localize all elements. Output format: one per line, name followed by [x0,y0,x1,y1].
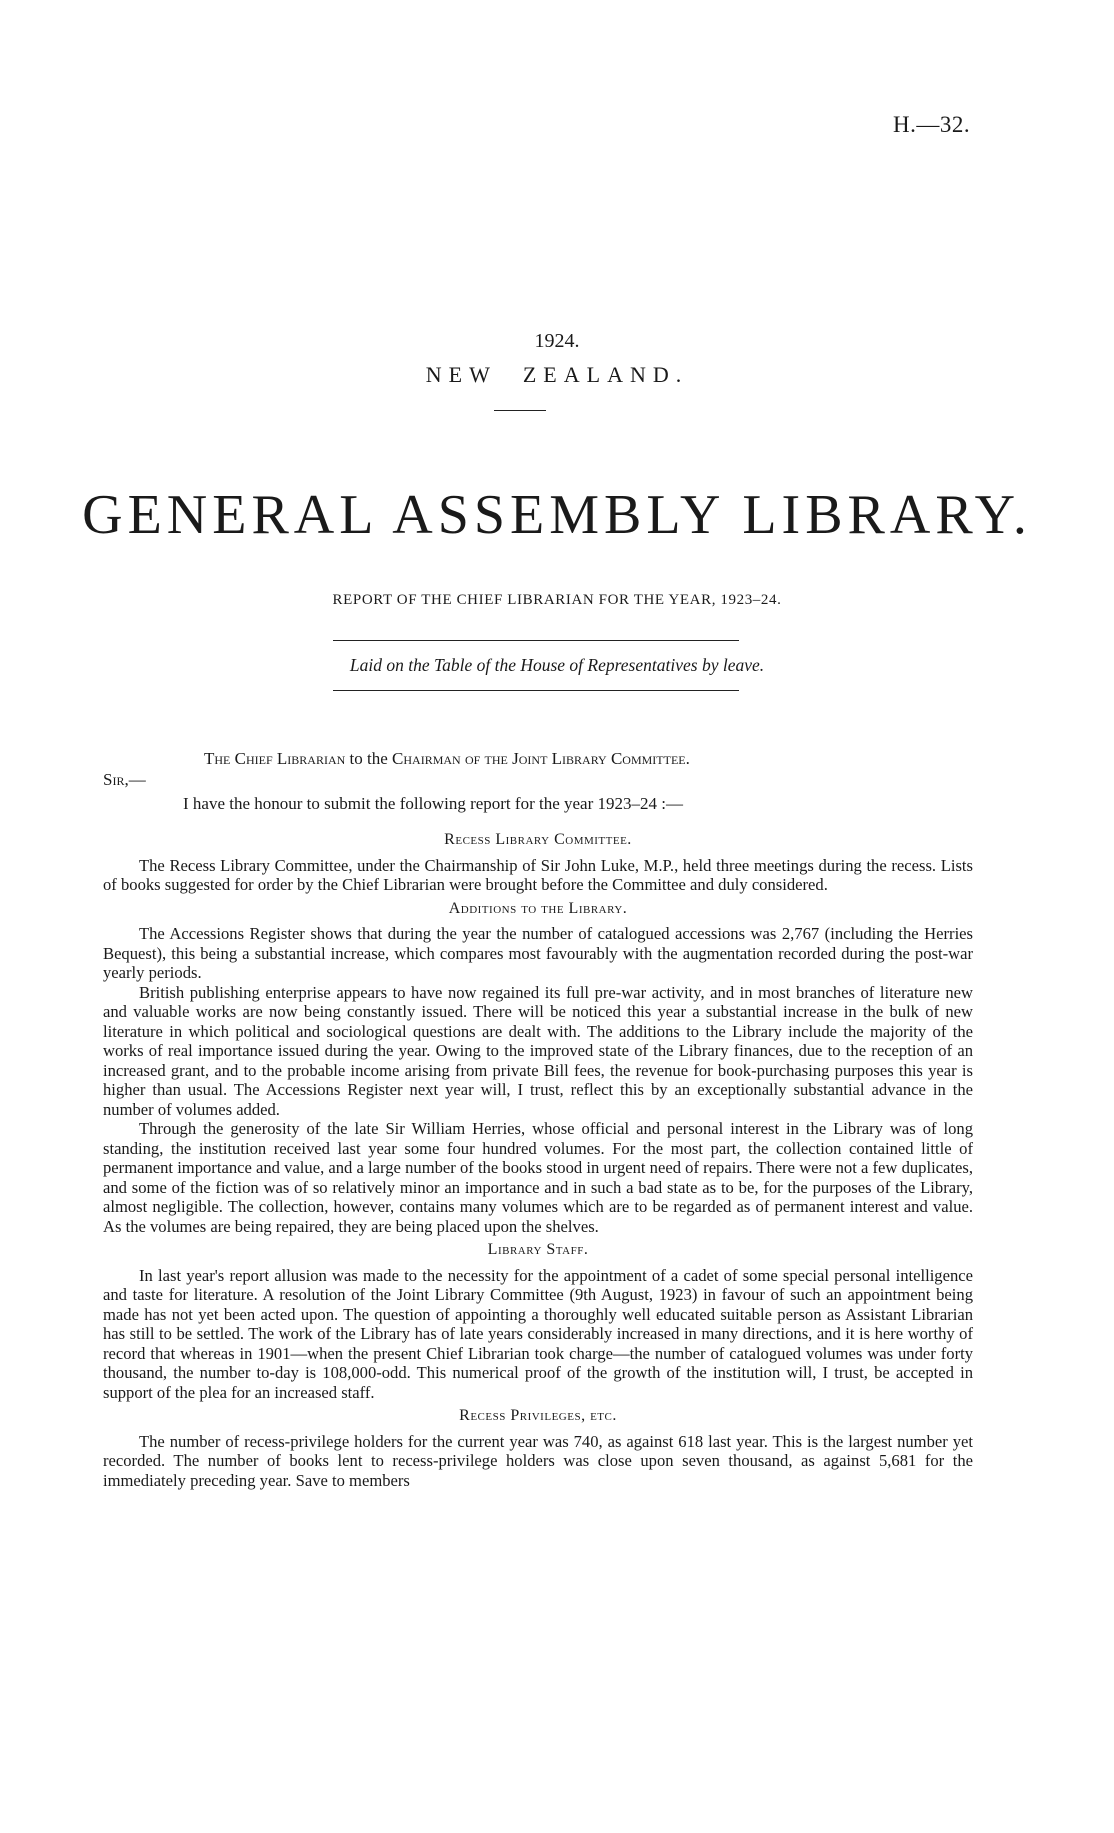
laid-on-table-note: Laid on the Table of the House of Representatives by leave. [349,655,765,675]
page-reference: H.—32. [893,112,971,137]
country-word-1: NEW [425,362,497,387]
short-rule [494,410,546,411]
divider-top [333,640,739,641]
paragraph: British publishing enterprise appears to have now regained its full pre-war activity, and in most branches of literature new and valuable works are now being constantly issued. There will be noticed this year a substantial increase in the bulk of new literature in which political and sociological questions are dealt with. The additions to the Library include the majority of the works of real importance issued during the year. Owing to the improved state of the Library finances, due to the reception of an increased grant, and to the probable income arising from private Bill fees, the revenue for book-purchasing purposes this year is higher than usual. The Accessions Register next year will, I trust, reflect this by an exceptionally substantial advance in the number of volumes added. [103,982,973,1119]
paragraph: The Recess Library Committee, under the Chairmanship of Sir John Luke, M.P., held three meetings during the recess. Lists of books suggested for order by the Chief Librarian were brought before the Committee and duly considered. [103,855,973,894]
paragraph: The number of recess-privilege holders for the current year was 740, as against 618 last year. This is the largest number yet recorded. The number of books lent to recess-privilege holders was close upon seven thousand, as against 5,681 for the immediately preceding year. Save to members [103,1431,973,1490]
letter-addressee [204,749,690,769]
recipient: Chairman of the Joint Library Committee. [392,749,690,768]
page-title: GENERAL ASSEMBLY LIBRARY. [82,484,1032,546]
paragraph: Through the generosity of the late Sir William Herries, whose official and personal interest in the Library was of long standing, the institution received last year some four hundred volumes. For the most part, the collection contained little of permanent importance and value, and a large number of the books stood in urgent need of repairs. There were not a few duplicates, and some of the fiction was of so relatively minor an importance and in such a bad state as to be, for the purposes of the Library, almost negligible. The collection, however, contains many volumes which are to be regarded as of permanent interest and value. As the volumes are being repaired, they are being placed upon the shelves. [103,1119,973,1236]
to-word: to the [349,749,388,768]
paragraph: The Accessions Register shows that during the year the number of catalogued accessions was 2,767 (including the Herries Bequest), this being a substantial increase, which compares most favourably with the augmentation recorded during the post-war yearly periods. [103,924,973,982]
divider-bottom [333,690,739,691]
salutation [103,770,146,790]
report-subtitle: REPORT OF THE CHIEF LIBRARIAN FOR THE YEAR, 1923–24. [332,592,782,608]
sender: The Chief Librarian [204,749,346,768]
document-year: 1924. [534,330,580,352]
salutation-text: Sir,— [103,770,146,789]
section-heading-additions: Additions to the Library. [448,899,628,917]
paragraph: In last year's report allusion was made to the necessity for the appointment of a cadet of some special personal intelligence and taste for literature. A resolution of the Joint Library Committee (9th August, 1923) in favour of such an appointment being made has not yet been acted upon. The question of appointing a thoroughly well educated suitable person as Assistant Librarian has still to be settled. The work of the Library has of late years considerably increased in many directions, and it is here worthy of record that whereas in 1901—when the present Chief Librarian took charge—the number of catalogued volumes was under forty thousand, the number to-day is 108,000-odd. This numerical proof of the growth of the institution will, I trust, be accepted in support of the plea for an increased staff. [103,1265,973,1402]
section-heading-staff: Library Staff. [487,1241,589,1258]
section-heading-recess-committee: Recess Library Committee. [444,831,632,848]
country-heading [0,362,1114,388]
country-word-2: ZEALAND. [522,362,689,387]
opening-line: I have the honour to submit the following report for the year 1923–24 :— [183,794,683,813]
report-body [103,826,973,1490]
section-heading-privileges: Recess Privileges, etc. [459,1407,617,1424]
